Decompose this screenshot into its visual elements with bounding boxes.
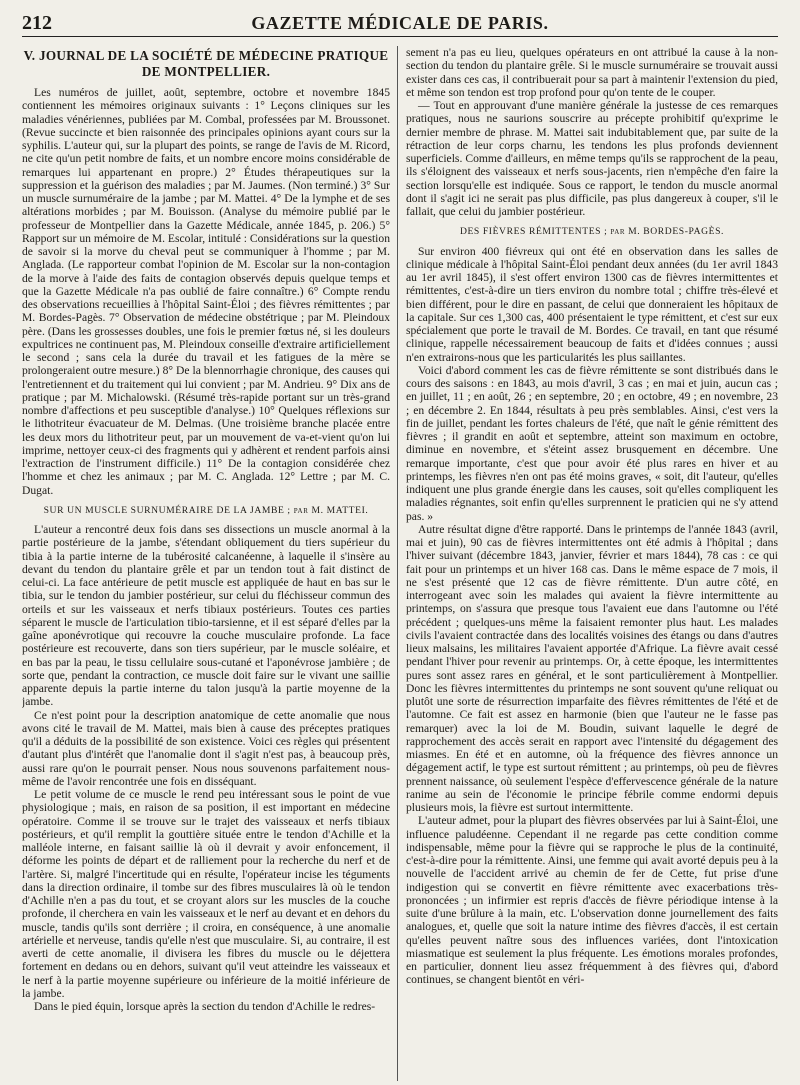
body-paragraph: Sur environ 400 fiévreux qui ont été en observation dans les salles de clinique médicale à l'hôpital Saint-Éloi pendant deux années (du 1er avril 1843 au 1er avril 1845), il s'est offert environ 1300 cas de fièvres intermittentes et rémittentes, c'est-à-dire un tiers environ du nombre total ; chiffre très-élevé et bien différent, pour le dire en passant, de celui que donneraient les hôpitaux de la capitale. Sur ces 1,300 cas, 400 présentaient le type rémittent, et c'est sur eux spécialement que porte le travail de M. Bordes. Ce travail, en tant que résumé clinique, rappelle nécessairement beaucoup de faits et d'idées connues ; aussi n'en extrairons-nous que les particularités les plus saillantes. [406, 244, 778, 364]
subsection-title-fievres: DES FIÈVRES RÉMITTENTES ; par M. BORDES-PAGÈS. [459, 226, 725, 238]
intro-paragraph: Les numéros de juillet, août, septembre, octobre et novembre 1845 contiennent les mémoires originaux suivants : 1° Leçons cliniques sur les maladies vénériennes, publiées par M. Combal, professées par M. Broussonet. (Revue succincte et bien raisonnée des principales opinions ayant cours sur la syphilis. L'auteur qui, sur la plupart des points, se range de l'avis de M. Ricord, ne cite qu'un petit nombre de faits, et un nombre encore moins considérable de remarques lui appartenant en propre.) 2° Études thérapeutiques sur la suppression et la guérison des maladies ; par M. Jaumes. (Non terminé.) 3° Sur un muscle surnuméraire de la jambe ; par M. Mattei. 4° De la lymphe et de ses altérations morbides ; par M. Bouisson. (Analyse du mémoire publié par le professeur de Montpellier dans la Gazette Médicale, année 1845, p. 206.) 5° Rapport sur un mémoire de M. Escolar, intitulé : Considérations sur la question de savoir si la morve du cheval peut se communiquer à l'homme ; par M. Anglada. (Le rapporteur combat l'opinion de M. Escolar sur la non-contagion de la morve à l'aide des faits de contagion observés depuis quelque temps et que la Gazette Médicale n'a pas oublié de faire connaître.) 6° Compte rendu des observations recueillies à l'hôpital Saint-Éloi ; des fièvres rémittentes ; par M. Bordes-Pagès. 7° Observation de médecine obstétrique ; par M. Pleindoux père. (Dans les grossesses doubles, une fois le premier fœtus né, si les douleurs expultrices ne continuent pas, M. Pleindoux conseille d'extraire artificiellement le second ; sans cela la durée du travail et les fatigues de la mère se prolongeraient outre mesure.) 8° De la blennorrhagie chronique, des causes qui l'entretiennent et du traitement qui lui convient ; par M. Andrieu. 9° Dix ans de pratique ; par M. Michalowski. (Résumé très-rapide portant sur un très-grand nombre d'affections et peu susceptible d'analyse.) 10° Quelques réflexions sur le lithotriteur évacuateur de M. Delmas. (Une troisième branche placée entre les deux mors du lithotriteur peut, par un mouvement de va-et-vient qu'on lui imprime, nettoyer ceux-ci des fragments qui y adhèrent et rendent parfois ainsi l'extraction de l'instrument difficile.) 11° De la contagion considérée chez l'homme et chez les animaux ; par M. C. Anglada. 12° Lettre ; par M. C. Dugat. [22, 86, 390, 497]
body-paragraph: L'auteur admet, pour la plupart des fièvres observées par lui à Saint-Éloi, une influence paludéenne. Cependant il ne regarde pas cette condition comme indispensable, même pour la fièvre qui se rapproche le plus de la continuité, c'est-à-dire pour la rémittente. Ainsi, une femme qui avait avorté depuis peu à la nouvelle de l'accident arrivé au chemin de fer de Cette, fut prise d'une indigestion qui se convertit en fièvre rémittente avec exacerbations très-prononcées ; un infirmier est repris d'accès de fièvre périodique intense à la suite d'une brûlure à la main, etc. L'observation donne journellement des faits analogues, et, quelle que soit la nature intime des fièvres d'accès, il est certain qu'elles peuvent naître sous des influences variées, dont l'intoxication miasmatique est seulement la plus fréquente. Les émotions morales profondes, en particulier, donnent lieu assez fréquemment à des fièvres qui, d'abord continues, se changent bientôt en véri- [406, 814, 778, 987]
left-column [22, 46, 390, 1081]
section-title: V. JOURNAL DE LA SOCIÉTÉ DE MÉDECINE PRATIQUE DE MONTPELLIER. [23, 48, 389, 79]
body-paragraph: Autre résultat digne d'être rapporté. Dans le printemps de l'année 1843 (avril, mai et juin), 90 cas de fièvres intermittentes ont été admis à l'hôpital ; dans l'hiver suivant (décembre 1843, janvier, février et mars 1844), 78 cas : ce qui fait pour un printemps et un hiver 168 cas. Dans le même espace de 7 mois, il ne s'est présenté que 12 cas de fièvre rémittente. D'un autre côté, en interrogeant avec soin les malades qui avaient la fièvre intermittente au printemps, on s'assura que presque tous l'avaient eue dans l'automne ou l'été précédent ; quelques-uns même la faisaient remonter plus haut. Les malades civils l'avaient contractée dans des localités voisines des étangs ou dans d'autres lieux malsains, les militaires l'avaient apportée d'Afrique. La fièvre avait cessé pendant l'hiver pour revenir au printemps. Or, à cette époque, les intermittentes pures sont assez rares en général, et le sont particulièrement à Montpellier. Donc les fièvres intermittentes du printemps ne sont souvent qu'une reliquat ou plutôt une sorte de résurrection imparfaite des fièvres rémittentes de l'été et de l'automne. Ce fait est assez en harmonie (bien que l'auteur ne le fasse pas remarquer) avec la loi de M. Boudin, suivant laquelle le degré de rapprochement des accès serait en rapport avec l'intensité du dégagement des miasmes. En été et en automne, où la fréquence des fièvres annonce un dégagement actif, le type est surtout rémittent ; au printemps, où peu de fièvres prennent naissance, où seulement l'espèce d'effervescence générale de la nature ranime au sein de l'économie le principe fébrile comme endormi depuis plusieurs mois, la fièvre est surtout intermittente. [406, 522, 778, 814]
body-paragraph: Dans le pied équin, lorsque après la section du tendon d'Achille le redres- [34, 1000, 376, 1013]
body-paragraph: Ce n'est point pour la description anatomique de cette anomalie que nous avons cité le travail de M. Mattei, mais bien à cause des préceptes pratiques qu'il a déduits de la possibilité de son existence. Voici ces règles qui présentent d'autant plus d'intérêt que l'anomalie dont il s'agit n'est pas, à beaucoup près, aussi rare qu'on le pourrait penser. Nous nous souvenons parfaitement nous-même de l'avoir rencontrée une fois en disséquant. [22, 708, 390, 788]
body-paragraph: L'auteur a rencontré deux fois dans ses dissections un muscle anormal à la partie postérieure de la jambe, s'étendant obliquement du tiers supérieur du tibia à la partie interne de la tubérosité calcanéenne, à laquelle il s'insère au devant du tendon du plantaire grêle et par un tendon tout à fait distinct de celui-ci. La face antérieure de petit muscle est appliquée de haut en bas sur le tibia, sur le tendon du jambier postérieur, sur celui du fléchisseur commun des orteils et sur les vaisseaux et nerfs tibiaux postérieurs. Toutes ces parties séparent le muscle de l'articulation tibio-tarsienne, et il est séparé d'elles par la gaîne aponévrotique qui recouvre la couche musculaire profonde. La face postérieure est recouverte, dans son tiers supérieur, par le muscle soléaire, et en bas par la peau, le tissu cellulaire sous-cutané et l'aponévrose jambière ; de sorte que, pendant la contraction, ce muscle doit faire sur le vivant une saillie apparente depuis la partie interne du talon jusqu'à la partie moyenne de la jambe. [22, 523, 390, 709]
journal-title: GAZETTE MÉDICALE DE PARIS. [251, 13, 549, 33]
body-paragraph: — Tout en approuvant d'une manière générale la justesse de ces remarques pratiques, nous ne saurions souscrire au précepte prohibitif qu'exprime le dernier membre de phrase. M. Mattei sait indubitablement que, par suite de la rétraction de leur corps charnu, les tendons les plus profonds deviennent superficiels. Comme d'ailleurs, en même temps qu'ils se rapprochent de la peau, ils s'éloignent des vaisseaux et nerfs sous-jacents, rien n'empêche d'en faire la section lorsqu'elle est indiquée. Sous ce rapport, le tendon du muscle anormal dont il s'agit ici ne serait pas plus difficile, pas plus dangereux à couper, s'il le fallait, que celui du jambier postérieur. [406, 99, 778, 218]
page-header [22, 10, 778, 37]
body-paragraph: Le petit volume de ce muscle le rend peu intéressant sous le point de vue physiologique ; mais, en raison de sa position, il est important en médecine opératoire. Comme il se trouve sur le trajet des vaisseaux et nerfs tibiaux postérieurs, et qu'il remplit la gouttière située entre le tendon d'Achille et la malléole interne, en faisant saillie là où il devrait y avoir enfoncement, il déforme les points de départ et de ralliement pour la recherche du nerf et de l'artère. Si, malgré l'incertitude qui en résulte, l'opérateur incise les téguments dans la direction ordinaire, il tombe sur des fibres musculaires là où le tendon d'Achille n'en a pas du tout, et se croyant alors sur les muscles de la couche profonde, il cherchera en vain les vaisseaux et le nerf au devant et en dehors du muscle, tandis qu'ils sont derrière ; il croira, en conséquence, à une anomalie artérielle et nerveuse, tandis qu'elle n'est que musculaire. Si, au contraire, il est averti de cette anomalie, il divisera les fibres du muscle ou le déjettera fortement en dedans ou en dehors, suivant qu'il veut atteindre les vaisseaux et le nerf à la partie moyenne supérieure ou inférieure de la moitié inférieure de la jambe. [22, 788, 390, 1000]
page-number: 212 [22, 12, 52, 34]
right-column [406, 46, 778, 1081]
subsection-title-mattei: SUR UN MUSCLE SURNUMÉRAIRE DE LA JAMBE ; par M. MATTEI. [43, 504, 369, 516]
body-paragraph: Voici d'abord comment les cas de fièvre rémittente se sont distribués dans le cours des saisons : en 1843, au mois d'avril, 3 cas ; en mai et juin, aucun cas ; en juillet, 11 ; en août, 26 ; en septembre, 20 ; en octobre, 49 ; en novembre, 23 ; en décembre 2. En 1844, résultats à peu près semblables. Ainsi, c'est vers la fin de juillet, pendant les fortes chaleurs de l'été, que naît le génie rémittent des fièvres ; il grandit en août et septembre, atteint son maximum en octobre, diminue en novembre, et s'éteint assez brusquement en décembre. Une remarque importante, c'est que pour avoir été plus rares en hiver et au printemps, les fièvres n'en ont pas été moins graves, « soit, dit l'auteur, qu'elles indiquent une plus grande énergie dans les causes, soit qu'elles compliquent les maladies régnantes, soit enfin qu'elles surprennent le praticien qui ne s'y attend pas. » [406, 363, 778, 523]
body-paragraph: sement n'a pas eu lieu, quelques opérateurs en ont attribué la cause à la non-section du tendon du plantaire grêle. Si le muscle surnuméraire se trouvait aussi exister dans ces cas, il contribuerait pour sa part à maintenir l'extension du pied, et même son tendon est trop profond pour qu'on tente de le couper. [406, 46, 778, 99]
text-columns [22, 46, 778, 1081]
